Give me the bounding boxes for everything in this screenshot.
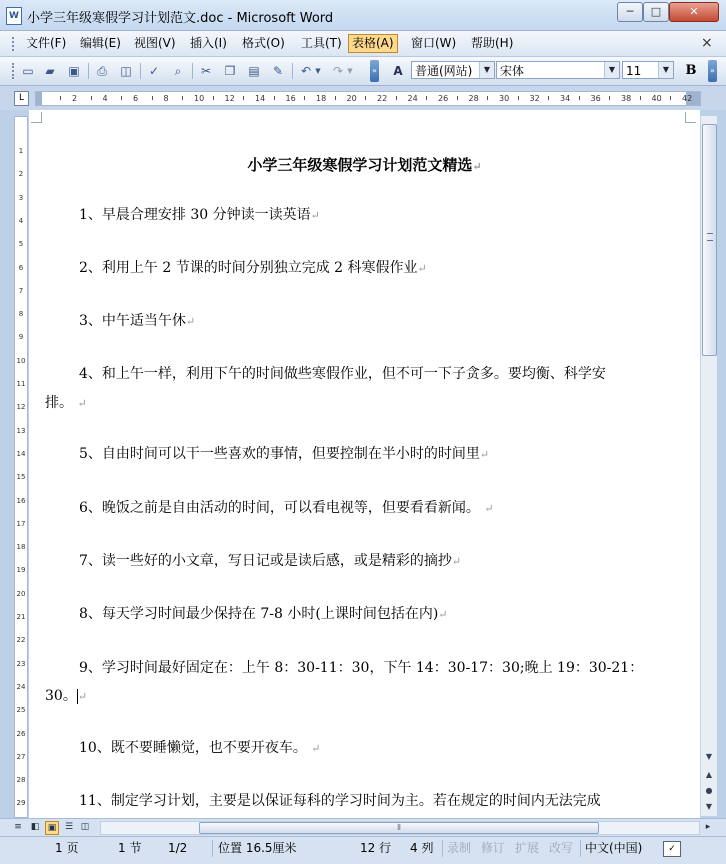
paragraph-mark: ↵	[311, 742, 321, 755]
ruler-tick-label: 6	[133, 94, 139, 103]
style-select-value: 普通(网站)	[415, 64, 473, 78]
cut-icon[interactable]: ✂	[200, 64, 212, 78]
ruler-tick-label: 32	[529, 94, 540, 103]
status-separator	[212, 840, 213, 857]
paragraph-mark: ↵	[479, 448, 490, 461]
ruler-tick-label: 26	[16, 729, 26, 738]
document-page[interactable]	[29, 110, 700, 820]
paragraph-mark: ↵	[484, 502, 494, 515]
ruler-tick-label: 16	[16, 496, 26, 505]
status-page: 1 页	[55, 841, 79, 855]
toolbar-options-icon[interactable]: »	[370, 60, 379, 82]
menu-grip[interactable]	[12, 37, 16, 51]
spelling-icon[interactable]: ✓	[148, 64, 160, 78]
outline-view-icon[interactable]: ☰	[64, 822, 74, 832]
paragraph-text: 4、和上午一样，利用下午的时间做些寒假作业，但不可一下子贪多。要均衡、科学安	[79, 366, 606, 382]
spelling-status-icon[interactable]: ✓	[663, 841, 681, 857]
research-icon[interactable]: ⌕	[174, 64, 182, 78]
paragraph-mark: ↵	[472, 160, 482, 173]
font-select-value: 宋体	[500, 64, 525, 78]
horizontal-ruler-bar	[0, 86, 726, 110]
ruler-tick-mark	[243, 96, 244, 100]
ruler-tick-label: 12	[224, 94, 235, 103]
ruler-tick-label: 16	[285, 94, 296, 103]
ruler-tick-label: 4	[18, 216, 24, 225]
status-ext[interactable]: 扩展	[515, 841, 540, 855]
ruler-tick-label: 14	[16, 449, 26, 458]
next-page-icon[interactable]: ▼	[705, 802, 713, 811]
vertical-scroll-thumb[interactable]	[702, 124, 717, 356]
ruler-tick-label: 18	[316, 94, 327, 103]
style-select[interactable]	[411, 61, 495, 79]
paragraph-mark: ↵	[77, 397, 87, 410]
ruler-tick-mark	[213, 96, 214, 100]
paragraph	[45, 254, 685, 283]
paragraph-mark: ↵	[310, 209, 320, 222]
ruler-tick-mark	[579, 96, 580, 100]
ruler-tick-label: 1	[18, 147, 24, 155]
paragraph-text: 11、制定学习计划，主要是以保证每科的学习时间为主。若在规定的时间内无法完成	[79, 793, 601, 809]
toolbar-separator	[292, 63, 293, 79]
menu-view[interactable]: 视图(V)	[134, 36, 176, 50]
ruler-tick-label: 3	[18, 193, 24, 202]
paragraph-text: 5、自由时间可以干一些喜欢的事情，但要控制在半小时的时间里	[79, 446, 480, 462]
ruler-tick-mark	[548, 96, 549, 100]
ruler-tick-label: 8	[18, 310, 24, 319]
font-size-value: 11	[626, 64, 642, 78]
status-rec[interactable]: 录制	[447, 841, 472, 855]
normal-view-icon[interactable]: ≡	[14, 822, 22, 832]
ruler-tick-label: 20	[16, 589, 26, 598]
ruler-tick-label: 9	[18, 333, 24, 342]
paragraph	[45, 440, 685, 469]
ruler-tick-mark	[609, 96, 610, 100]
status-column: 4 列	[410, 841, 434, 855]
paste-icon[interactable]: ▤	[248, 64, 260, 78]
toolbar-options-icon[interactable]: »	[708, 60, 717, 82]
page-corner-mark	[31, 112, 42, 123]
menu-tools[interactable]: 工具(T)	[301, 36, 342, 50]
redo-dropdown-icon[interactable]: ▼	[347, 67, 353, 75]
previous-page-icon[interactable]: ▲	[705, 770, 713, 779]
ruler-tick-mark	[457, 96, 458, 100]
ruler-tick-mark	[91, 96, 92, 100]
vertical-ruler[interactable]	[14, 116, 28, 818]
minimize-button[interactable]: ─	[617, 2, 643, 22]
ruler-tick-label: 15	[16, 473, 26, 482]
undo-dropdown-icon[interactable]: ▼	[315, 67, 321, 75]
status-separator	[580, 840, 581, 857]
ruler-tick-label: 6	[18, 263, 24, 272]
ruler-tick-mark	[60, 96, 61, 100]
ruler-tick-label: 42	[682, 94, 693, 103]
ruler-tick-label: 17	[16, 519, 26, 528]
ruler-tick-label: 10	[194, 94, 205, 103]
paragraph-text: 8、每天学习时间最少保持在 7-8 小时(上课时间包括在内)	[79, 606, 439, 622]
ruler-tick-label: 20	[346, 94, 357, 103]
paragraph-mark: ↵	[77, 690, 88, 703]
ruler-tick-mark	[152, 96, 153, 100]
paragraph-mark: ↵	[417, 262, 427, 275]
horizontal-scrollbar[interactable]	[100, 821, 700, 835]
status-bar	[0, 836, 726, 864]
close-document-icon[interactable]: ×	[701, 35, 713, 51]
ruler-tick-label: 7	[18, 286, 24, 295]
word-app-icon[interactable]: W	[6, 7, 22, 25]
ruler-tick-mark	[426, 96, 427, 100]
status-language[interactable]: 中文(中国)	[585, 841, 643, 855]
format-painter-icon[interactable]: ✎	[272, 64, 284, 78]
status-trk[interactable]: 修订	[481, 841, 506, 855]
menu-help[interactable]: 帮助(H)	[471, 36, 514, 50]
ruler-tick-mark	[274, 96, 275, 100]
ruler-tick-mark	[640, 96, 641, 100]
ruler-tick-mark	[670, 96, 671, 100]
paragraph-text: 30。	[45, 688, 77, 704]
ruler-tick-label: 38	[621, 94, 632, 103]
page-corner-mark	[685, 112, 696, 123]
paragraph-text: 9、学习时间最好固定在：上午 8：30-11：30，下午 14：30-17：30;晚上 19：30-21：	[79, 660, 644, 676]
status-section: 1 节	[118, 841, 142, 855]
ruler-tick-label: 34	[560, 94, 571, 103]
chevron-down-icon[interactable]: ▼	[604, 62, 619, 78]
print-layout-icon[interactable]: ▣	[45, 821, 59, 835]
status-position: 位置 16.5厘米	[218, 841, 297, 855]
ruler-tick-mark	[365, 96, 366, 100]
reading-layout-icon[interactable]: ◫	[80, 822, 90, 832]
vertical-scrollbar[interactable]	[700, 116, 717, 816]
open-folder-icon[interactable]: ▰	[45, 64, 55, 78]
print-preview-icon[interactable]: ◫	[120, 64, 132, 78]
ruler-tick-label: 24	[407, 94, 418, 103]
browse-object-icon[interactable]: ●	[705, 786, 713, 795]
ruler-tick-label: 25	[16, 706, 26, 715]
paragraph-text: 7、读一些好的小文章，写日记或是读后感，或是精彩的摘抄	[79, 553, 452, 569]
scroll-down-icon[interactable]: ▼	[705, 752, 713, 761]
scroll-grip	[707, 233, 713, 241]
ruler-tick-mark	[121, 96, 122, 100]
web-layout-icon[interactable]: ◧	[30, 822, 40, 832]
menu-format[interactable]: 格式(O)	[242, 36, 285, 50]
maximize-button[interactable]: □	[643, 2, 669, 22]
view-bar	[0, 818, 726, 836]
paragraph	[45, 547, 685, 576]
undo-icon[interactable]: ↶	[300, 64, 312, 78]
paragraph-text: 1、早晨合理安排 30 分钟读一读英语	[79, 207, 311, 223]
formatting-toolbar	[0, 57, 726, 86]
ruler-left-margin	[36, 92, 42, 105]
ruler-tick-label: 21	[16, 613, 26, 621]
paragraph-text: 排。	[45, 395, 73, 411]
paragraph	[45, 787, 685, 816]
scroll-right-icon[interactable]: ▸	[705, 822, 711, 832]
ruler-tick-label: 30	[499, 94, 510, 103]
ruler-tick-label: 5	[18, 240, 24, 249]
menu-insert[interactable]: 插入(I)	[190, 36, 227, 50]
paragraph-mark: ↵	[438, 608, 448, 621]
font-size-select[interactable]	[622, 61, 674, 79]
ruler-tick-label: 12	[16, 403, 26, 412]
ruler-tick-label: 13	[16, 426, 26, 435]
menu-bar	[0, 31, 726, 57]
font-select[interactable]	[496, 61, 620, 79]
styles-icon[interactable]: A	[393, 64, 403, 78]
ruler-tick-label: 11	[16, 380, 26, 388]
paragraph-text: 10、既不要睡懒觉，也不要开夜车。	[79, 740, 307, 756]
ruler-tick-label: 2	[18, 170, 24, 179]
ruler-tick-label: 4	[102, 94, 108, 103]
ruler-tick-label: 36	[590, 94, 601, 103]
paragraph	[45, 654, 685, 683]
paragraph	[45, 360, 685, 389]
menu-edit[interactable]: 编辑(E)	[80, 36, 121, 50]
ruler-tick-mark	[518, 96, 519, 100]
ruler-tick-label: 18	[16, 543, 26, 552]
menu-table[interactable]: 表格(A)	[348, 34, 398, 53]
status-line: 12 行	[360, 841, 392, 855]
paragraph-text: 2、利用上午 2 节课的时间分别独立完成 2 科寒假作业	[79, 260, 418, 276]
paragraph-mark: ↵	[451, 555, 462, 568]
save-icon[interactable]: ▣	[68, 64, 80, 78]
status-ovr[interactable]: 改写	[549, 841, 574, 855]
status-separator	[442, 840, 443, 857]
ruler-tick-mark	[487, 96, 488, 100]
paragraph-text: 3、中午适当午休	[79, 313, 186, 329]
status-page-of: 1/2	[168, 841, 188, 855]
ruler-tick-mark	[396, 96, 397, 100]
horizontal-ruler[interactable]	[35, 91, 701, 106]
document-title-text: 小学三年级寒假学习计划范文精选	[247, 156, 473, 174]
paragraph-continuation	[45, 682, 685, 711]
redo-icon[interactable]: ↷	[332, 64, 344, 78]
ruler-tick-label: 23	[16, 659, 26, 668]
paragraph	[45, 734, 685, 763]
print-icon[interactable]: ⎙	[97, 64, 107, 78]
ruler-tick-mark	[304, 96, 305, 100]
paragraph-mark: ↵	[185, 315, 196, 328]
toolbar-grip[interactable]	[12, 63, 16, 79]
toolbar-separator	[140, 63, 141, 79]
paragraph-continuation	[45, 389, 685, 418]
paragraph-text: 6、晚饭之前是自由活动的时间，可以看电视等，但要看看新闻。	[79, 500, 480, 516]
horizontal-scroll-thumb[interactable]: ⦀	[199, 822, 599, 834]
close-button[interactable]: ✕	[669, 2, 719, 22]
ruler-tick-label: 28	[468, 94, 479, 103]
ruler-tick-label: 28	[16, 776, 26, 785]
paragraph	[45, 600, 685, 629]
menu-window[interactable]: 窗口(W)	[411, 36, 457, 50]
ruler-tick-label: 29	[16, 799, 26, 808]
ruler-tick-label: 27	[16, 752, 26, 761]
tab-selector[interactable]: L	[14, 91, 29, 106]
ruler-tick-label: 2	[72, 94, 78, 103]
copy-icon[interactable]: ❐	[224, 64, 236, 78]
chevron-down-icon[interactable]: ▼	[658, 62, 673, 78]
ruler-tick-label: 14	[255, 94, 266, 103]
ruler-tick-mark	[335, 96, 336, 100]
ruler-tick-label: 22	[16, 636, 26, 645]
new-doc-icon[interactable]: ▭	[22, 64, 34, 78]
ruler-tick-label: 19	[16, 566, 26, 575]
ruler-tick-label: 22	[377, 94, 388, 103]
ruler-tick-mark	[182, 96, 183, 100]
title-bar	[0, 0, 726, 31]
document-title	[29, 154, 700, 175]
toolbar-separator	[88, 63, 89, 79]
bold-button[interactable]: B	[685, 63, 697, 78]
ruler-tick-label: 26	[438, 94, 449, 103]
toolbar-separator	[192, 63, 193, 79]
ruler-tick-label: 10	[16, 356, 26, 365]
chevron-down-icon[interactable]: ▼	[479, 62, 494, 78]
paragraph	[45, 201, 685, 230]
paragraph	[45, 307, 685, 336]
ruler-tick-label: 40	[651, 94, 662, 103]
ruler-tick-label: 8	[163, 94, 169, 103]
window-title: 小学三年级寒假学习计划范文.doc - Microsoft Word	[27, 11, 334, 26]
menu-file[interactable]: 文件(F)	[26, 36, 67, 50]
paragraph	[45, 494, 685, 523]
ruler-tick-label: 24	[16, 682, 26, 691]
